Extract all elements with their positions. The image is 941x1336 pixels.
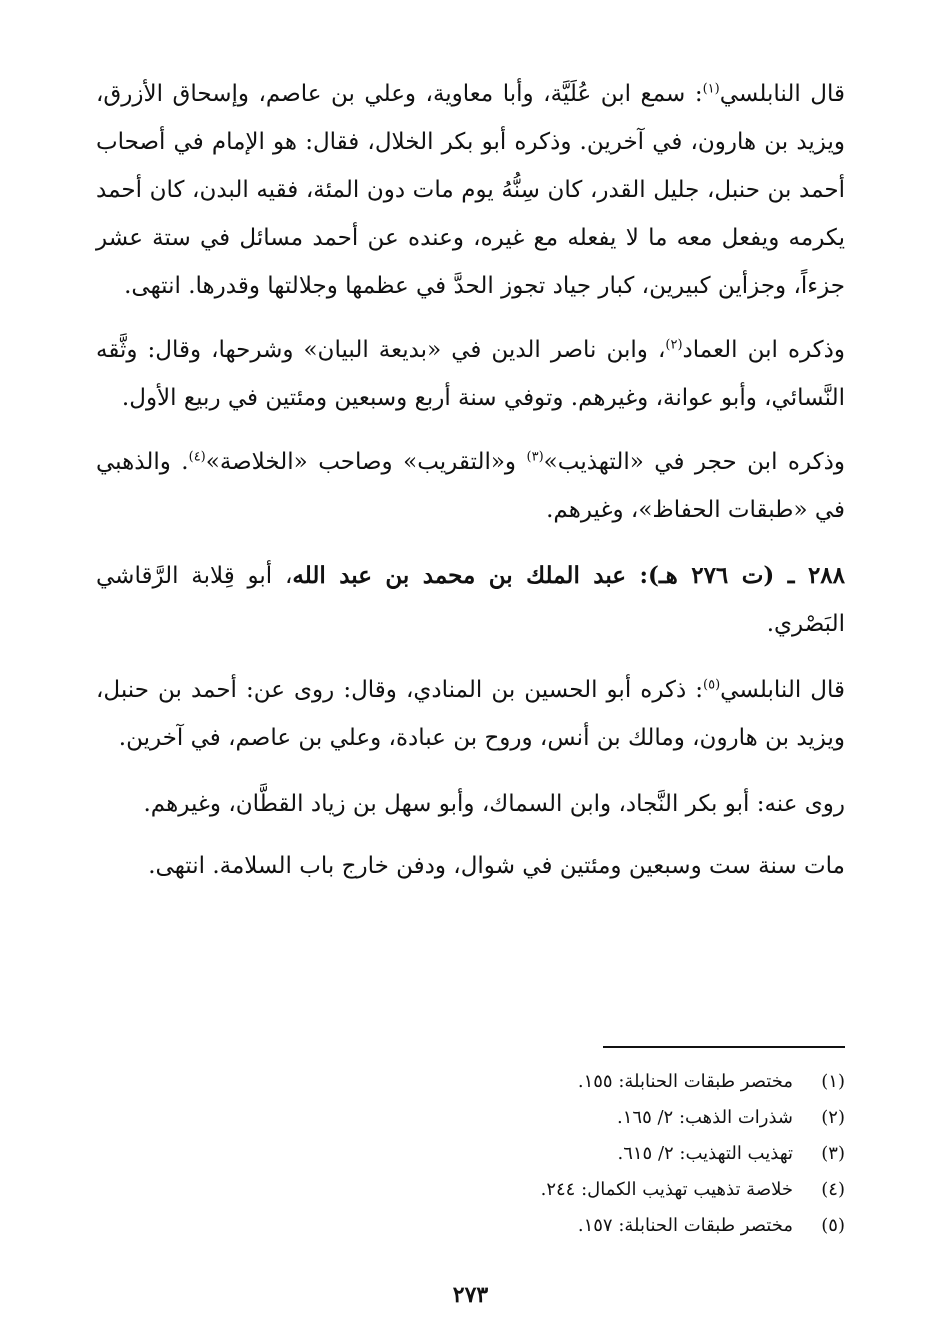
entry-name: عبد الملك بن محمد بن عبد الله	[292, 562, 627, 589]
footnote-ref-2[interactable]: (٢)	[665, 337, 683, 353]
page-number: ٢٧٣	[452, 1282, 489, 1308]
paragraph-narrators	[96, 780, 845, 828]
footnote-number: (٥)	[821, 1215, 845, 1236]
entry-rest: ، أبو قِلابة الرَّقاشي البَصْري.	[96, 563, 845, 637]
footnote-text: خلاصة تذهيب تهذيب الكمال: ٢٤٤.	[540, 1179, 793, 1200]
paragraph-text: وذكره ابن العماد	[682, 337, 845, 363]
entry-heading-288	[96, 552, 845, 648]
paragraph-text: ، وابن ناصر الدين في «بديعة البيان» وشرحها، وقال: وثَّقه النَّسائي، وأبو عوانة، وغيرهم. وتوفي سنة أربع وسبعين ومئتين في ربيع الأول.	[96, 337, 845, 411]
paragraph-text: روى عنه: أبو بكر النَّجاد، وابن السماك، وأبو سهل بن زياد القطَّان، وغيرهم.	[143, 791, 845, 817]
paragraph-nabulsi-2	[96, 666, 845, 762]
footnotes	[96, 1064, 845, 1244]
paragraph-text: قال النابلسي	[719, 81, 845, 107]
paragraph-death	[96, 842, 845, 890]
footnote-item	[96, 1100, 845, 1136]
footnote-text: مختصر طبقات الحنابلة: ١٥٥.	[577, 1071, 793, 1092]
footnote-number: (٢)	[821, 1107, 845, 1128]
footnote-text: تهذيب التهذيب: ٢/ ٦١٥.	[617, 1143, 793, 1164]
footnote-ref-1[interactable]: (١)	[702, 81, 720, 97]
footnote-item	[96, 1136, 845, 1172]
footnote-ref-4[interactable]: (٤)	[188, 449, 206, 465]
footnote-number: (٣)	[821, 1143, 845, 1164]
footnote-divider	[603, 1046, 845, 1048]
entry-number: ٢٨٨ ـ (ت ٢٧٦ هـ):	[626, 562, 846, 589]
footnote-item	[96, 1172, 845, 1208]
paragraph-ibn-hajar	[96, 438, 845, 534]
paragraph-text: . والذهبي في «طبقات الحفاظ»، وغيرهم.	[96, 449, 845, 523]
paragraph-text: قال النابلسي	[720, 677, 845, 703]
footnote-ref-5[interactable]: (٥)	[703, 677, 721, 693]
paragraph-text: مات سنة ست وسبعين ومئتين في شوال، ودفن خارج باب السلامة. انتهى.	[148, 853, 845, 879]
paragraph-text: و«التقريب» وصاحب «الخلاصة»	[205, 449, 527, 475]
footnote-number: (١)	[821, 1071, 845, 1092]
paragraph-text: وذكره ابن حجر في «التهذيب»	[543, 449, 845, 475]
footnote-item	[96, 1064, 845, 1100]
paragraph-ibn-imad	[96, 326, 845, 422]
footnote-text: شذرات الذهب: ٢/ ١٦٥.	[617, 1107, 793, 1128]
paragraph-text: : سمع ابن عُلَيَّة، وأبا معاوية، وعلي بن عاصم، وإسحاق الأزرق، ويزيد بن هارون، في آخرين. وذكره أبو بكر الخلال، فقال: هو الإمام في أصحاب أحمد بن حنبل، جليل القدر، كان سِنُّهُ يوم مات دون المئة، فقيه البدن، كان أحمد يكرمه ويفعل معه ما لا يفعله مع غيره، وعنده عن أحمد مسائل في ستة عشر جزءاً، وجزأين كبيرين، كبار جياد تجوز الحدَّ في عظمها وجلالتها وقدرها. انتهى.	[96, 81, 845, 299]
footnote-number: (٤)	[821, 1179, 845, 1200]
paragraph-text: : ذكره أبو الحسين بن المنادي، وقال: روى عن: أحمد بن حنبل، ويزيد بن هارون، ومالك بن أنس، وروح بن عبادة، وعلي بن عاصم، في آخرين.	[96, 677, 845, 751]
footnote-text: مختصر طبقات الحنابلة: ١٥٧.	[577, 1215, 793, 1236]
footnote-item	[96, 1208, 845, 1244]
footnote-ref-3[interactable]: (٣)	[526, 449, 544, 465]
paragraph-nabulsi-1	[96, 70, 845, 310]
